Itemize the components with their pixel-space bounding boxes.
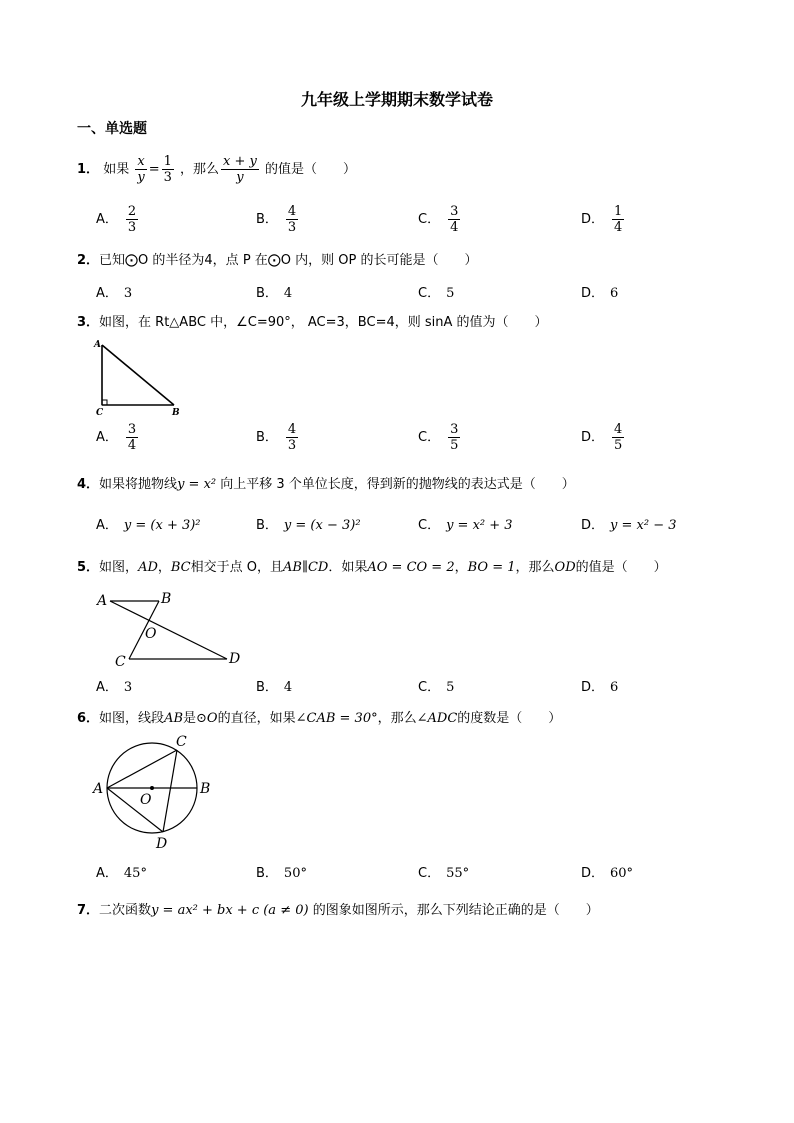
point-label-o: O	[145, 626, 157, 642]
q1-option-d[interactable]: D． $\frac{1}{4}$	[581, 204, 623, 235]
q1-equals: =	[148, 162, 160, 177]
q1-option-c[interactable]: C． $\frac{3}{4}$	[418, 204, 459, 235]
question-number: 2．	[77, 253, 100, 268]
q3-option-c[interactable]: C． $\frac{3}{5}$	[418, 422, 459, 453]
q5-option-b[interactable]: B． 4	[256, 680, 293, 695]
point-label-a: A	[97, 593, 108, 609]
q1-mid: ，那么	[180, 162, 220, 177]
question-number: 4．	[77, 477, 100, 492]
q1-lhs-fraction: $\frac{x}{y}$	[137, 154, 145, 185]
point-label-c: C	[115, 654, 126, 670]
point-label-d: D	[156, 836, 168, 852]
vertex-label-a: A	[94, 340, 101, 350]
q6-circle-figure	[92, 732, 222, 854]
q6-option-d[interactable]: D． 60°	[581, 866, 634, 881]
q3-option-b[interactable]: B． $\frac{4}{3}$	[256, 422, 297, 453]
point-label-a: A	[93, 781, 104, 797]
q7-pre: 二次函数	[99, 903, 152, 918]
point-label-c: C	[176, 734, 187, 750]
q4-option-c[interactable]: C． y = x² + 3	[418, 518, 513, 533]
question-1	[77, 154, 356, 185]
q4-option-a[interactable]: A． y = (x + 3)²	[96, 518, 201, 533]
q7-post: 的图象如图所示，那么下列结论正确的是（ ）	[312, 903, 599, 918]
question-6: 6．如图，线段AB是⊙O的直径，如果∠CAB = 30°，那么∠ADC的度数是（ ）	[77, 711, 562, 726]
q1-rhs-fraction: $\frac{1}{3}$	[163, 154, 172, 185]
q1-post: 的值是（ ）	[265, 162, 357, 177]
question-number: 3．	[77, 315, 100, 330]
point-label-d: D	[229, 651, 241, 667]
q3-option-a[interactable]: A． $\frac{3}{4}$	[96, 422, 137, 453]
question-number: 1．	[77, 162, 100, 177]
q4-option-d[interactable]: D． y = x² − 3	[581, 518, 677, 533]
q2-text: 已知⨀O 的半径为4，点 P 在⨀O 内，则 OP 的长可能是（ ）	[99, 253, 478, 268]
point-label-b: B	[200, 781, 211, 797]
q1-option-a[interactable]: A． $\frac{2}{3}$	[96, 204, 137, 235]
q3-option-d[interactable]: D． $\frac{4}{5}$	[581, 422, 623, 453]
question-3	[77, 311, 548, 330]
q6-option-b[interactable]: B． 50°	[256, 866, 307, 881]
q4-pre: 如果将抛物线	[99, 477, 178, 492]
q1-pre: 如果	[103, 162, 130, 177]
q4-option-b[interactable]: B． y = (x − 3)²	[256, 518, 361, 533]
q2-option-b[interactable]: B． 4	[256, 286, 293, 301]
q6-option-a[interactable]: A． 45°	[96, 866, 147, 881]
q6-option-c[interactable]: C． 55°	[418, 866, 470, 881]
question-number: 5．	[77, 560, 100, 575]
point-label-o: O	[140, 792, 152, 808]
question-5: 5．如图，AD，BC相交于点 O，且AB∥CD．如果AO = CO = 2，BO = 1，那么OD的值是（ ）	[77, 560, 667, 575]
q5-option-d[interactable]: D． 6	[581, 680, 619, 695]
q5-figure	[95, 588, 245, 670]
q3-text: 如图，在 Rt△ABC 中，∠C=90°， AC=3，BC=4，则 sinA 的值为（ ）	[99, 315, 548, 330]
question-2	[77, 249, 478, 268]
page-title: 九年级上学期期末数学试卷	[300, 90, 493, 109]
question-4	[77, 473, 575, 492]
q3-triangle-figure	[92, 338, 192, 420]
question-7	[77, 899, 599, 918]
q2-option-d[interactable]: D． 6	[581, 286, 619, 301]
q5-option-c[interactable]: C． 5	[418, 680, 455, 695]
q4-expr: y = x²	[177, 477, 217, 492]
q2-option-a[interactable]: A． 3	[96, 286, 133, 301]
question-number: 6．	[77, 711, 100, 726]
section-heading: 一、单选题	[77, 121, 147, 137]
q7-expr: y = ax² + bx + c (a ≠ 0)	[151, 903, 309, 918]
q1-option-b[interactable]: B． $\frac{4}{3}$	[256, 204, 297, 235]
q4-post: 向上平移 3 个单位长度，得到新的抛物线的表达式是（ ）	[220, 477, 575, 492]
q5-option-a[interactable]: A． 3	[96, 680, 133, 695]
vertex-label-b: B	[172, 408, 180, 418]
point-label-b: B	[161, 591, 172, 607]
q1-expr-fraction: $\frac{x + y}{y}$	[223, 154, 257, 185]
vertex-label-c: C	[96, 408, 104, 418]
q2-option-c[interactable]: C． 5	[418, 286, 455, 301]
question-number: 7．	[77, 903, 100, 918]
